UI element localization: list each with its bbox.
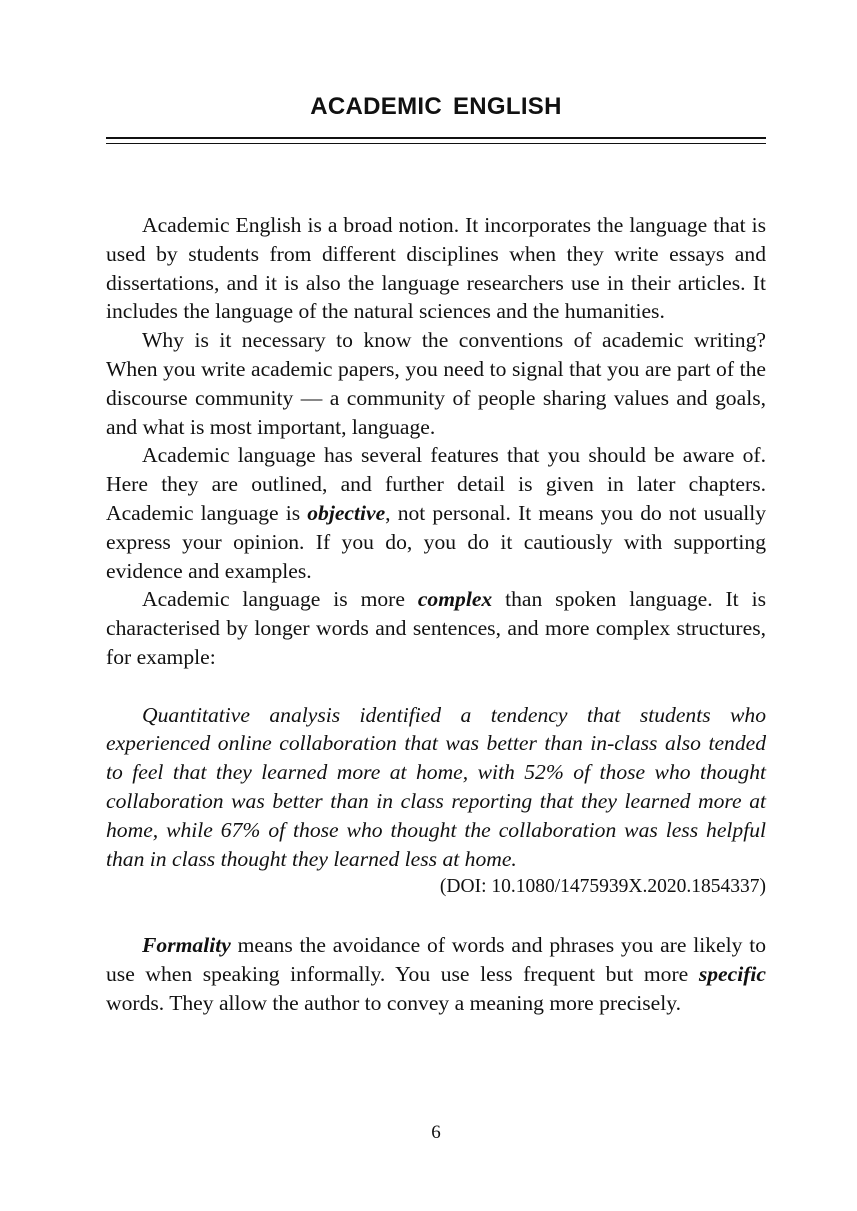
paragraph-formality	[106, 931, 766, 1017]
paragraph-complex	[106, 585, 766, 671]
example-quote: Quantitative analysis identified a tendency that students who experienced online collaboration that was better than in-class also tended to feel that they learned more at home, with 52% of those who thought collaboration was better than in class reporting that they learned more at home, while 67% of those who thought the collaboration was less helpful than in class thought they learned less at home.	[106, 702, 766, 871]
paragraph-formality-end: words. They allow the author to convey a meaning more precisely.	[106, 990, 682, 1015]
term-specific: specific	[698, 961, 766, 986]
page-title: ACADEMIC ENGLISH	[310, 93, 562, 120]
body-text	[106, 211, 766, 1017]
doi-citation: (DOI: 10.1080/1475939X.2020.1854337)	[439, 876, 766, 898]
paragraph-conventions: Why is it necessary to know the conventions of academic writing? When you write academic papers, you need to signal that you are part of the discourse community — a community of people sharing values and goals, and what is most important, language.	[106, 328, 766, 439]
paragraph-objective	[106, 441, 766, 585]
header-rule-thick	[106, 137, 766, 139]
paragraph-academic-english: Academic English is a broad notion. It incorporates the language that is used by students from different disciplines when they write essays and dissertations, and it is also the language researchers use in their articles. It includes the language of the natural sciences and the humanities.	[106, 213, 766, 324]
paragraph-complex-start: Academic language is more	[142, 587, 418, 612]
paragraph-complex-end: than spoken language. It is characterised by longer words and sentences, and more complex structures, for example:	[106, 587, 766, 669]
page-number: 6	[431, 1122, 441, 1143]
paragraph-objective-end: , not personal. It means you do not usually express your opinion. If you do, you do it cautiously with supporting evidence and examples.	[106, 500, 766, 583]
paragraph-objective-start: Academic language has several features that you should be aware of. Here they are outlined, and further detail is given in later chapters. Academic language is	[106, 443, 766, 525]
term-objective: objective	[307, 500, 386, 525]
term-formality: Formality	[142, 932, 231, 957]
term-complex: complex	[417, 587, 493, 612]
book-page	[106, 0, 766, 1211]
paragraph-formality-middle: means the avoidance of words and phrases you are likely to use when speaking informally. You use less frequent but more	[106, 932, 766, 986]
header-rule-thin	[106, 143, 766, 144]
